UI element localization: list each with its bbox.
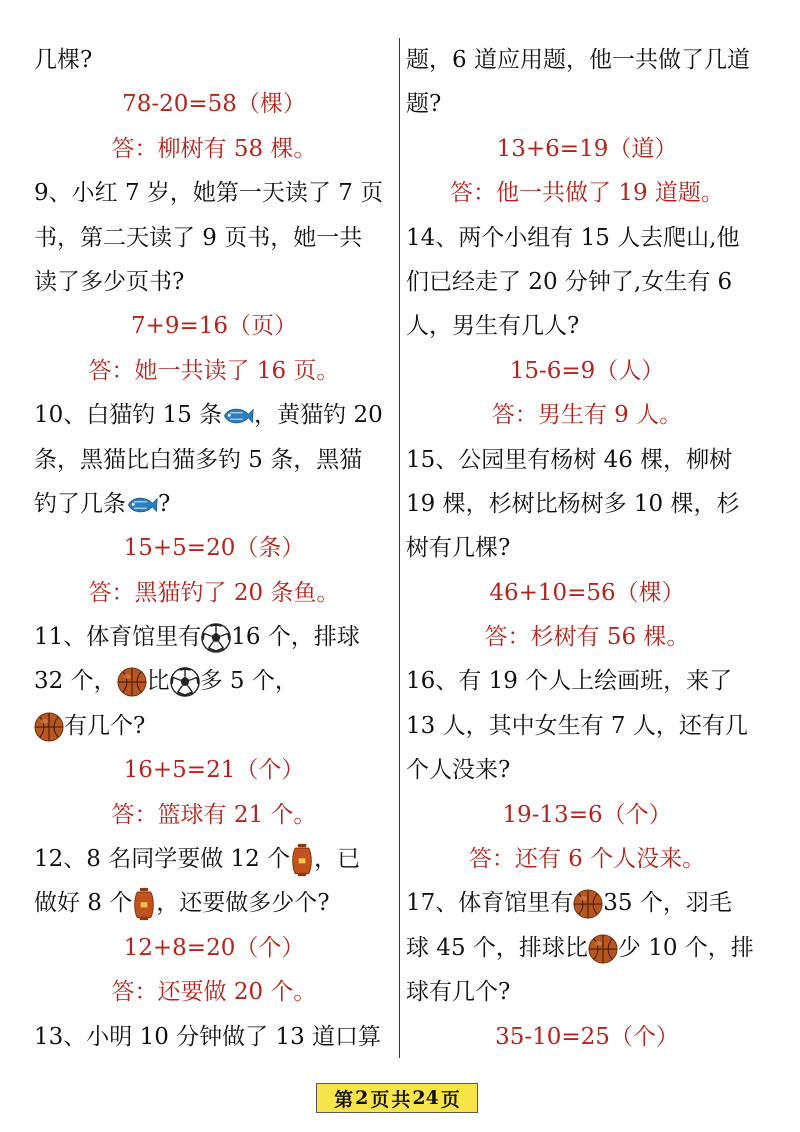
footer-text: 页 (440, 1088, 460, 1111)
question-text: 10、白猫钓 15 条 (34, 402, 223, 429)
answer (34, 970, 394, 1014)
equation (34, 748, 394, 792)
question-text: 们已经走了 20 分钟了,女生有 6 (406, 268, 733, 295)
answer (34, 349, 394, 393)
equation-text: 46+10=56（棵） (489, 579, 685, 606)
question-16-line-2 (406, 704, 768, 748)
question-text: 32 个， (34, 668, 117, 695)
question-text: 几棵? (34, 47, 93, 73)
question-11-line-3 (34, 704, 394, 748)
text-line (34, 38, 394, 82)
question-9-line-2 (34, 216, 394, 260)
question-11-line-1 (34, 615, 394, 659)
question-text: 15、公园里有杨树 46 棵，柳树 (406, 446, 733, 473)
answer-text: 答：他一共做了 19 道题。 (450, 180, 724, 207)
question-10-line-1 (34, 393, 394, 437)
question-9-line-1 (34, 171, 394, 215)
question-text: ，还要做多少个? (156, 890, 330, 917)
answer-text: 答：杉树有 56 棵。 (484, 624, 690, 651)
question-text: 读了多少页书? (34, 268, 185, 295)
equation-text: 78-20=58（棵） (122, 91, 306, 118)
question-text: 有几个? (64, 712, 146, 739)
footer-text: 共 (391, 1088, 411, 1111)
question-15-line-2 (406, 482, 768, 526)
equation (406, 793, 768, 837)
equation-text: 13+6=19（道） (496, 135, 678, 162)
equation-text: 16+5=21（个） (123, 757, 305, 784)
answer (406, 393, 768, 437)
question-10-line-3 (34, 482, 394, 526)
answer-text: 答：她一共读了 16 页。 (88, 357, 340, 384)
answer-text: 答：还有 6 个人没来。 (468, 846, 706, 873)
column-divider (399, 38, 400, 1058)
question-text: 条，黑猫比白猫多钓 5 条，黑猫 (34, 446, 363, 473)
question-text: 13 人，其中女生有 7 人，还有几 (406, 712, 748, 739)
question-text: 13、小明 10 分钟做了 13 道口算 (34, 1023, 382, 1050)
question-text: 球 45 个，排球比 (406, 934, 588, 961)
total-page-count: 24 (412, 1087, 439, 1109)
lantern-icon (132, 887, 156, 921)
question-text: 题，6 道应用题，他一共做了几道 (406, 47, 750, 73)
answer-text: 答：柳树有 58 棵。 (111, 135, 317, 162)
equation-text: 7+9=16（页） (130, 313, 298, 340)
soccer-ball-icon (201, 623, 231, 653)
question-13-line-2 (406, 38, 768, 82)
question-text: ，已 (314, 846, 361, 873)
question-text: 16、有 19 个人上绘画班，来了 (406, 668, 733, 695)
basketball-icon (573, 889, 603, 919)
equation (34, 82, 394, 126)
answer (34, 793, 394, 837)
basketball-icon (117, 667, 147, 697)
question-14-line-2 (406, 260, 768, 304)
question-text: 人，男生有几人? (406, 313, 580, 340)
question-17-line-1 (406, 881, 768, 925)
footer-text: 页 (370, 1088, 390, 1111)
question-text: 9、小红 7 岁，她第一天读了 7 页 (34, 180, 384, 207)
question-17-line-3 (406, 970, 768, 1014)
question-15-line-3 (406, 526, 768, 570)
answer (34, 127, 394, 171)
equation-text: 15+5=20（条） (123, 535, 305, 562)
question-text: 钓了几条 (34, 490, 126, 517)
current-page-number: 2 (355, 1087, 369, 1109)
question-10-line-2 (34, 438, 394, 482)
question-text: 19 棵，杉树比杨树多 10 棵，杉 (406, 490, 740, 517)
equation (34, 304, 394, 348)
question-text: ，黄猫钓 20 (254, 402, 383, 429)
question-15-line-1 (406, 438, 768, 482)
answer (406, 837, 768, 881)
answer-text: 答：黑猫钓了 20 条鱼。 (88, 579, 340, 606)
equation-text: 19-13=6（个） (502, 801, 672, 828)
equation-text: 35-10=25（个） (495, 1023, 679, 1050)
question-17-line-2 (406, 926, 768, 970)
left-column (34, 38, 394, 1059)
fish-icon (222, 404, 254, 428)
question-text: 比 (146, 668, 170, 695)
equation (406, 127, 768, 171)
question-text: 少 10 个，排 (617, 934, 754, 961)
question-text: 14、两个小组有 15 人去爬山,他 (406, 224, 740, 251)
question-14-line-3 (406, 304, 768, 348)
answer-text: 答：还要做 20 个。 (111, 979, 317, 1006)
footer-text: 第 (334, 1088, 354, 1111)
question-text: 多 5 个， (199, 668, 298, 695)
fish-icon (126, 493, 158, 517)
answer (406, 171, 768, 215)
question-text: 题? (406, 91, 442, 118)
page-footer (316, 1083, 478, 1113)
question-text: 35 个，羽毛 (603, 890, 732, 917)
question-12-line-2 (34, 881, 394, 925)
equation-text: 12+8=20（个） (123, 934, 305, 961)
equation-text: 15-6=9（人） (509, 357, 665, 384)
equation (34, 926, 394, 970)
question-text: 书，第二天读了 9 页书，她一共 (34, 224, 363, 251)
answer (406, 615, 768, 659)
question-text: 球有几个? (406, 979, 511, 1006)
question-12-line-1 (34, 837, 394, 881)
question-13-line-1 (34, 1015, 394, 1059)
question-14-line-1 (406, 216, 768, 260)
question-text: ? (158, 490, 171, 517)
question-text: 12、8 名同学要做 12 个 (34, 846, 291, 873)
question-text: 个人没来? (406, 757, 511, 784)
answer-text: 答：男生有 9 人。 (491, 402, 683, 429)
equation (34, 526, 394, 570)
basketball-icon (588, 934, 618, 964)
question-text: 16 个，排球 (231, 624, 360, 651)
question-11-line-2 (34, 659, 394, 703)
question-text: 11、体育馆里有 (34, 624, 202, 651)
question-16-line-3 (406, 748, 768, 792)
answer-text: 答：篮球有 21 个。 (111, 801, 317, 828)
answer (34, 571, 394, 615)
right-column (406, 38, 768, 1059)
question-text: 树有几棵? (406, 535, 511, 562)
equation (406, 349, 768, 393)
question-9-line-3 (34, 260, 394, 304)
question-16-line-1 (406, 659, 768, 703)
basketball-icon (34, 712, 64, 742)
equation (406, 1015, 768, 1059)
soccer-ball-icon (170, 667, 200, 697)
question-13-line-3 (406, 82, 768, 126)
equation (406, 571, 768, 615)
question-text: 做好 8 个 (34, 890, 133, 917)
lantern-icon (290, 843, 314, 877)
question-text: 17、体育馆里有 (406, 890, 574, 917)
